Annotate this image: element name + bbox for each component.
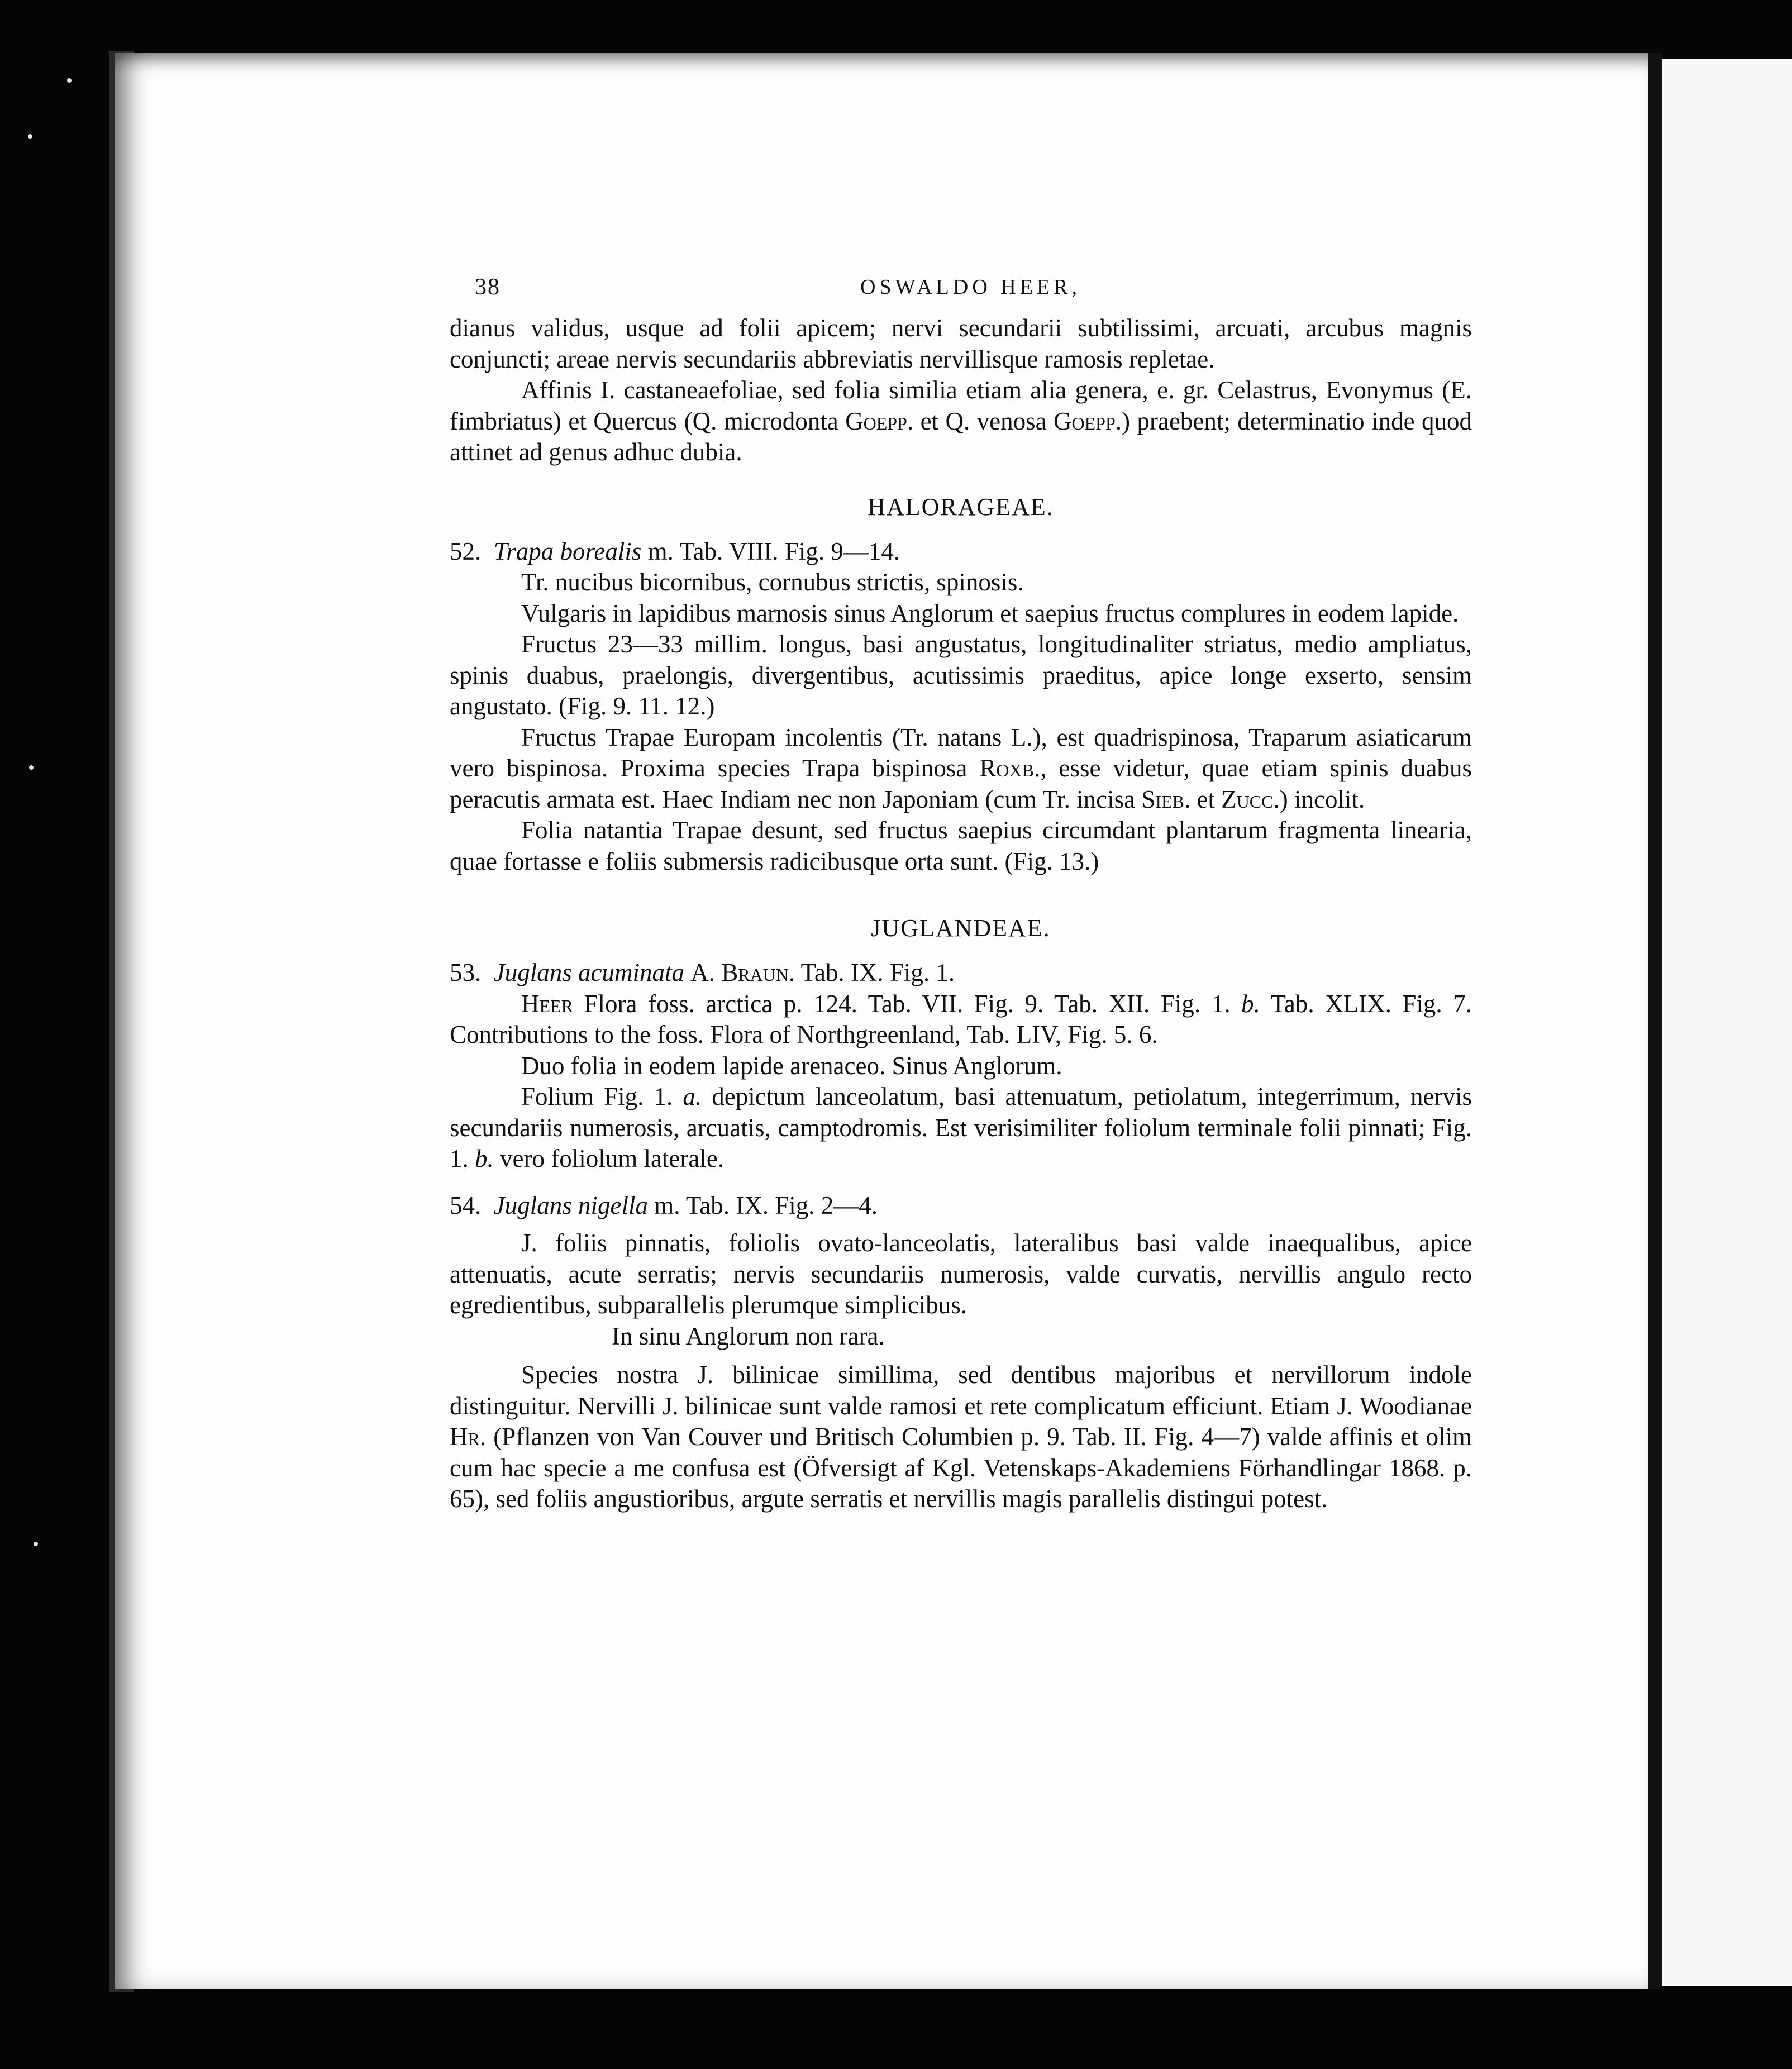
locality: In sinu Anglorum non rara.: [612, 1322, 885, 1350]
diagnosis: Tr. nucibus bicornibus, cornubus strictis, spinosis.: [521, 568, 1024, 596]
scan-speck: [29, 765, 34, 770]
section-heading: JUGLANDEAE.: [871, 914, 1051, 942]
species-name: Juglans nigella: [493, 1191, 648, 1219]
species-entry-heading: 52. Trapa borealis m. Tab. VIII. Fig. 9—14.: [450, 537, 900, 565]
page-header: [475, 274, 1726, 307]
entry-number: 52.: [450, 537, 482, 565]
species-entry-heading: 54. Juglans nigella m. Tab. IX. Fig. 2—4.: [450, 1191, 878, 1219]
entry-number: 54.: [450, 1191, 482, 1219]
paragraph: Fructus 23—33 millim. longus, basi angustatus, longitudinaliter striatus, medio ampliatus, spinis duabus, praelongis, divergentibus, acutissimis praeditus, apice longe exserto, sensim angustato. (Fig. 9. 11. 12.): [450, 630, 1472, 720]
section-heading: HALORAGEAE.: [868, 493, 1054, 521]
facing-page-edge: [1662, 59, 1792, 1986]
entry-number: 53.: [450, 959, 482, 986]
scan-speck: [28, 134, 32, 139]
species-entry-heading: 53. Juglans acuminata A. Braun. Tab. IX. Fig. 1.: [450, 959, 955, 986]
paragraph: dianus validus, usque ad folii apicem; nervi secundarii subtilissimi, arcuati, arcubus magnis conjuncti; areae nervis secundariis abbreviatis nervillisque ramosis repletae.: [450, 314, 1472, 373]
paragraph: Folia natantia Trapae desunt, sed fructus saepius circumdant plantarum fragmenta linearia, quae fortasse e foliis submersis radicibusque orta sunt. (Fig. 13.): [450, 816, 1472, 875]
diagnosis: J. foliis pinnatis, foliolis ovato-lanceolatis, lateralibus basi valde inaequalibus, apice attenuatis, acute serratis; nervis secundariis numerosis, valde curvatis, nervillis angulo recto egredientibus, subparallelis plerumque simplicibus.: [450, 1229, 1472, 1319]
scan-speck: [67, 78, 72, 83]
paragraph: Duo folia in eodem lapide arenaceo. Sinus Anglorum.: [521, 1051, 1062, 1080]
scan-speck: [34, 1542, 38, 1546]
paragraph: Folium Fig. 1. a. depictum lanceolatum, basi attenuatum, petiolatum, integerrimum, nervis secundariis numerosis, arcuatis, camptodromis. Est verisimiliter foliolum terminale folii pinnati; Fig. 1. b. vero foliolum laterale.: [450, 1083, 1472, 1172]
species-name: Trapa borealis: [493, 537, 642, 565]
paragraph: Fructus Trapae Europam incolentis (Tr. natans L.), est quadrispinosa, Traparum asiaticarum vero bispinosa. Proxima species Trapa bispinosa Roxb., esse videtur, quae etiam spinis duabus peracutis armata est. Haec Indiam nec non Japoniam (cum Tr. incisa Sieb. et Zucc.) incolit.: [450, 723, 1472, 813]
paragraph: Vulgaris in lapidibus marnosis sinus Anglorum et saepius fructus complures in eodem lapide.: [521, 599, 1459, 627]
paragraph: Affinis I. castaneaefoliae, sed folia similia etiam alia genera, e. gr. Celastrus, Evonymus (E. fimbriatus) et Quercus (Q. microdonta Goepp. et Q. venosa Goepp.) praebent; determinatio inde quod attinet ad genus adhuc dubia.: [450, 376, 1472, 466]
paragraph: Species nostra J. bilinicae simillima, sed dentibus majoribus et nervillorum indole distinguitur. Nervilli J. bilinicae sunt valde ramosi et rete complicatum efficiunt. Etiam J. Woodianae Hr. (Pflanzen von Van Couver und Britisch Columbien p. 9. Tab. II. Fig. 4—7) valde affinis et olim cum hac specie a me confusa est (Öfversigt af Kgl. Vetenskaps-Akademiens Förhandlingar 1868. p. 65), sed foliis angustioribus, argute serratis et nervillis magis parallelis distingui potest.: [450, 1361, 1472, 1513]
page-body: [450, 313, 1472, 1515]
running-head: OSWALDO HEER,: [860, 275, 1081, 299]
paragraph: Heer Flora foss. arctica p. 124. Tab. VII. Fig. 9. Tab. XII. Fig. 1. b. Tab. XLIX. Fig. 7. Contributions to the foss. Flora of Northgreenland, Tab. LIV, Fig. 5. 6.: [450, 989, 1472, 1048]
book-gutter: [1648, 53, 1662, 1989]
species-name: Juglans acuminata: [493, 959, 684, 986]
page-number: 38: [475, 274, 501, 300]
